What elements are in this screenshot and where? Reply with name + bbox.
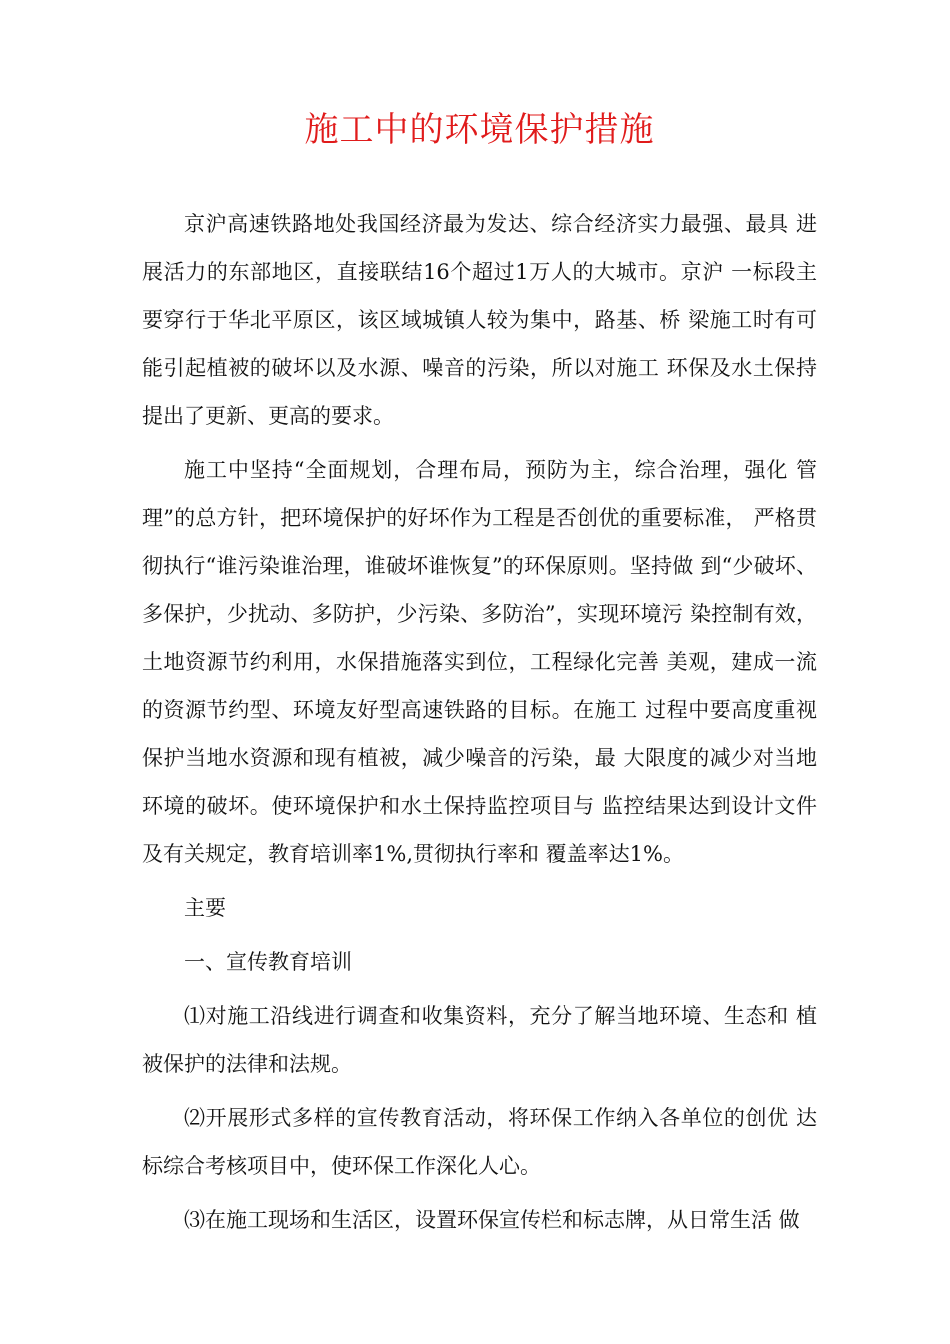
document-body <box>142 200 817 1244</box>
section-heading-training: 一、宣传教育培训 <box>184 950 352 974</box>
paragraph-policy: 施工中坚持“全面规划，合理布局，预防为主，综合治理，强化 管理”的总方针，把环境保护的好坏作为工程是否创优的重要标准， 严格贯彻执行“谁污染谁治理，谁破坏谁恢复”的环保原则。坚持做 到“少破坏、多保护，少扰动、多防护，少污染、多防治”，实现环境污 染控制有效，土地资源节约利用，水保措施落实到位，工程绿化完善 美观，建成一流的资源节约型、环境友好型高速铁路的目标。在施工 过程中要高度重视保护当地水资源和现有植被，减少噪音的污染，最 大限度的减少对当地环境的破坏。使环境保护和水土保持监控项目与 监控结果达到设计文件及有关规定，教育培训率1%,贯彻执行率和 覆盖率达1%。 <box>142 458 817 866</box>
list-item-3: ⑶在施工现场和生活区，设置环保宣传栏和标志牌，从日常生活 做 <box>184 1208 800 1232</box>
paragraph-intro: 京沪高速铁路地处我国经济最为发达、综合经济实力最强、最具 进展活力的东部地区，直接联结16个超过1万人的大城市。京沪 一标段主要穿行于华北平原区，该区域城镇人较为集中，路基、桥 梁施工时有可能引起植被的破坏以及水源、噪音的污染，所以对施工 环保及水土保持提出了更新、更高的要求。 <box>142 212 817 428</box>
list-item-1: ⑴对施工沿线进行调查和收集资料，充分了解当地环境、生态和 植被保护的法律和法规。 <box>142 1004 817 1076</box>
list-item-2: ⑵开展形式多样的宣传教育活动，将环保工作纳入各单位的创优 达标综合考核项目中，使环保工作深化人心。 <box>142 1106 817 1178</box>
page-title: 施工中的环境保护措施 <box>304 110 655 150</box>
paragraph-main-heading: 主要 <box>184 896 226 920</box>
